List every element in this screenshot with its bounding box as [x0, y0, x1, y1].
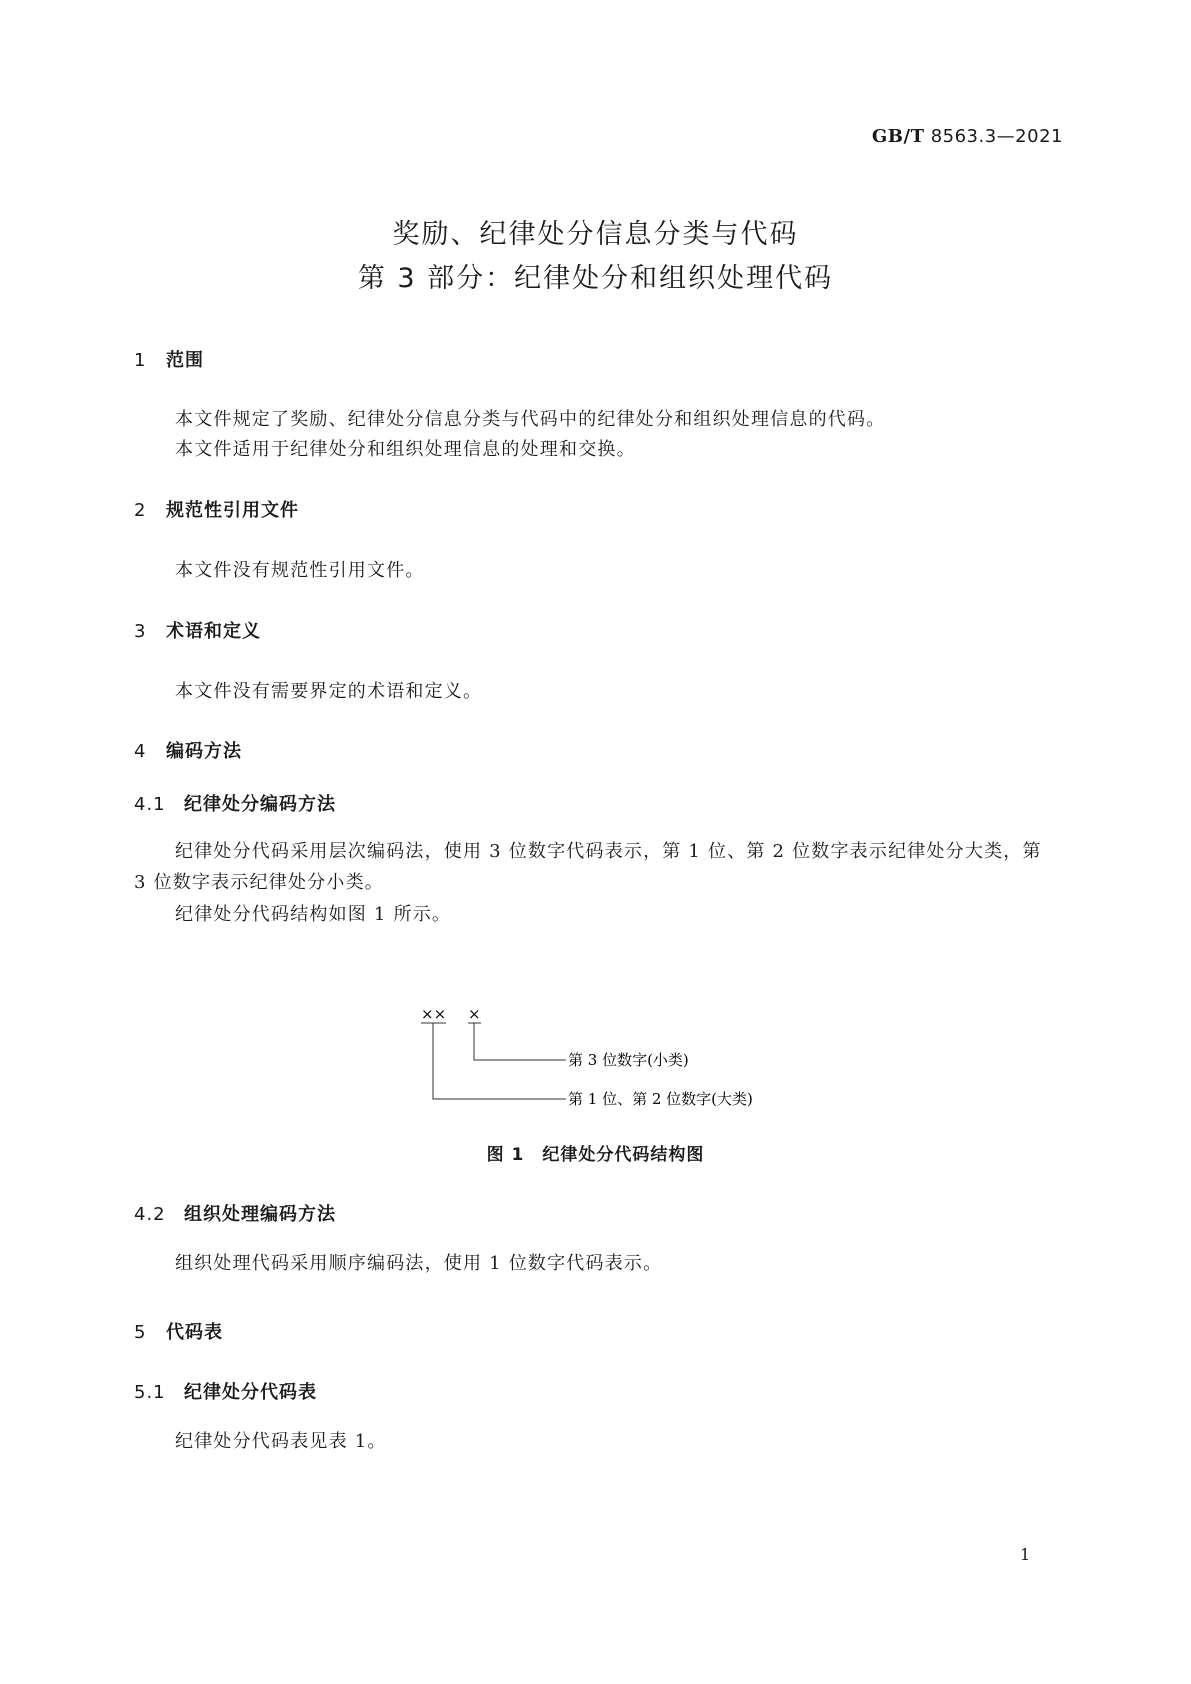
major-class-label: 第 1 位、第 2 位数字(大类): [568, 1090, 753, 1108]
major-connector: [433, 1023, 566, 1099]
section-number: 5: [134, 1322, 147, 1343]
section-title: 代码表: [166, 1322, 223, 1343]
document-title-line1: 奖励、纪律处分信息分类与代码: [392, 219, 799, 250]
minor-class-mark: ×: [468, 1005, 481, 1023]
section-number: 5.1: [134, 1382, 166, 1403]
section-5-heading: [134, 1318, 223, 1344]
section-5-1-paragraph-1: 纪律处分代码表见表 1。: [175, 1431, 387, 1452]
standard-prefix: GB/T: [871, 126, 925, 147]
section-number: 4.1: [134, 794, 166, 815]
major-class-marks: ××: [421, 1005, 447, 1023]
section-4-1-paragraph-2: 纪律处分代码结构如图 1 所示。: [175, 904, 452, 925]
section-number: 1: [134, 350, 147, 371]
section-number: 4.2: [134, 1204, 166, 1225]
section-number: 4: [134, 741, 147, 762]
section-number: 3: [134, 621, 147, 642]
section-5-1-heading: [134, 1378, 317, 1404]
section-title: 组织处理编码方法: [184, 1204, 336, 1225]
section-title: 范围: [166, 350, 204, 371]
page-number: 1: [1020, 1545, 1031, 1564]
section-1-paragraph-2: 本文件适用于纪律处分和组织处理信息的处理和交换。: [175, 439, 636, 460]
figure-1-caption: 图 1 纪律处分代码结构图: [486, 1145, 705, 1165]
section-4-2-heading: [134, 1200, 336, 1226]
section-4-2-paragraph-1: 组织处理代码采用顺序编码法，使用 1 位数字代码表示。: [175, 1253, 663, 1274]
section-title: 纪律处分编码方法: [184, 794, 336, 815]
minor-connector: [474, 1023, 566, 1060]
standard-code: 8563.3—2021: [930, 126, 1063, 147]
section-title: 规范性引用文件: [166, 500, 299, 521]
minor-class-label: 第 3 位数字(小类): [568, 1051, 689, 1069]
section-number: 2: [134, 500, 147, 521]
section-title: 纪律处分代码表: [184, 1382, 317, 1403]
section-2-paragraph-1: 本文件没有规范性引用文件。: [175, 560, 425, 581]
section-1-paragraph-1: 本文件规定了奖励、纪律处分信息分类与代码中的纪律处分和组织处理信息的代码。: [175, 409, 886, 430]
section-4-1-paragraph-1b: 3 位数字表示纪律处分小类。: [134, 872, 384, 893]
section-4-1-paragraph-1a: 纪律处分代码采用层次编码法，使用 3 位数字代码表示，第 1 位、第 2 位数字表示纪律处分大类，第: [175, 841, 1042, 862]
section-title: 术语和定义: [166, 621, 261, 642]
section-3-paragraph-1: 本文件没有需要界定的术语和定义。: [175, 681, 483, 702]
document-title-line2: 第 3 部分：纪律处分和组织处理代码: [357, 263, 834, 294]
section-title: 编码方法: [166, 741, 242, 762]
